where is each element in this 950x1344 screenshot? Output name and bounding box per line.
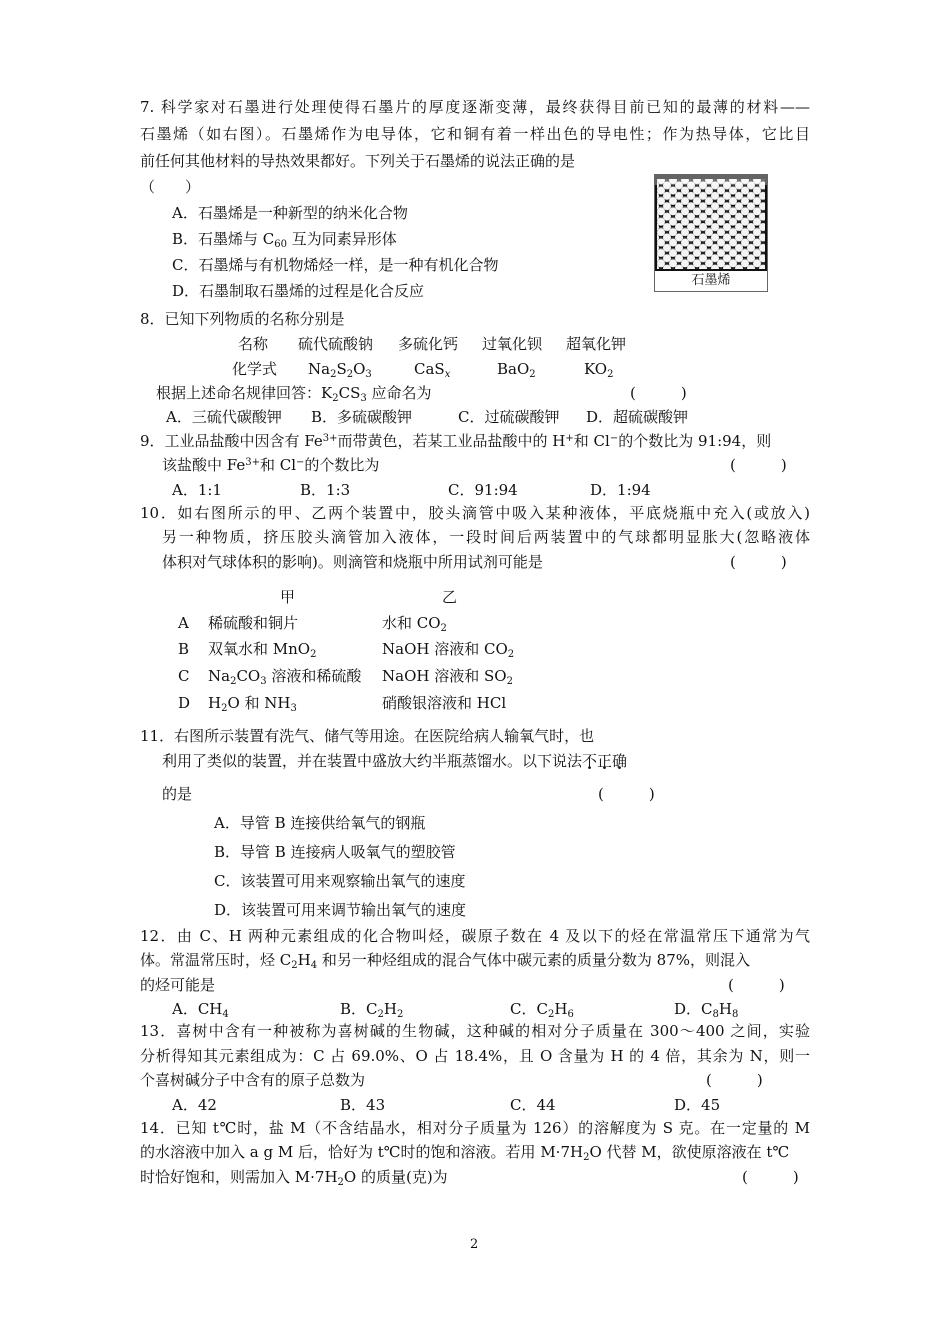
q8-option-b: B．多硫碳酸钾 bbox=[311, 408, 413, 426]
q8-option-a: A．三硫代碳酸钾 bbox=[166, 408, 282, 426]
q7-option-c: C．石墨烯与有机物烯烃一样，是一种有机化合物 bbox=[172, 256, 499, 274]
q13-line2: 分析得知其元素组成为：C 占 69.0%、O 占 18.4%，且 O 含量为 H 的 4 倍，其余为 N，则一 bbox=[140, 1047, 810, 1065]
q9-option-c: C．91:94 bbox=[448, 481, 518, 499]
q10-row-b-label: B bbox=[178, 640, 190, 658]
q7-option-a: A．石墨烯是一种新型的纳米化合物 bbox=[172, 204, 408, 222]
q7-line3: 前任何其他材料的导热效果都好。下列关于石墨烯的说法正确的是 bbox=[140, 152, 576, 170]
q8-name-1: 硫代硫酸钠 bbox=[298, 335, 374, 353]
page-number: 2 bbox=[470, 1237, 479, 1252]
q10-line2: 另一种物质，挤压胶头滴管加入液体，一段时间后两装置中的气球都明显胀大(忽略液体 bbox=[162, 528, 810, 546]
q13-line3: 个喜树碱分子中含有的原子总数为 bbox=[140, 1071, 366, 1089]
q11-option-d: D．该装置可用来调节输出氧气的速度 bbox=[214, 901, 467, 919]
q10-col-yi: 乙 bbox=[442, 588, 458, 606]
q10-row-d-label: D bbox=[178, 694, 191, 712]
q10-row-b-yi: NaOH 溶液和 $CO_2$ bbox=[382, 640, 515, 660]
q11-option-c: C．该装置可用来观察输出氧气的速度 bbox=[214, 872, 466, 890]
q10-row-a-label: A bbox=[178, 614, 189, 632]
q7-option-d: D．石墨制取石墨烯的过程是化合反应 bbox=[172, 282, 425, 300]
q11-answer-paren: ( ) bbox=[598, 785, 655, 803]
q13-option-c: C．44 bbox=[510, 1096, 556, 1114]
q13-answer-paren: ( ) bbox=[706, 1071, 763, 1089]
q8-name-4: 超氧化钾 bbox=[566, 335, 627, 353]
q8-option-c: C．过硫碳酸钾 bbox=[458, 408, 560, 426]
q13-line1: 13．喜树中含有一种被称为喜树碱的生物碱，这种碱的相对分子质量在 300～400 之间，实验 bbox=[140, 1022, 810, 1040]
q10-row-d-jia: $H_2O$ 和 $NH_3$ bbox=[208, 694, 297, 714]
q10-row-b-jia: 双氧水和 MnO$_2$ bbox=[208, 640, 317, 660]
q14-answer-paren: ( ) bbox=[742, 1168, 799, 1186]
q13-option-d: D．45 bbox=[674, 1096, 721, 1114]
q8-answer-prompt: 根据上述命名规律回答：$K_2CS_3$ 应命名为 bbox=[156, 384, 432, 404]
q10-row-a-jia: 稀硫酸和铜片 bbox=[208, 614, 299, 632]
q13-option-a: A．42 bbox=[172, 1096, 217, 1114]
q12-option-c: C．$C_2H_6$ bbox=[510, 1000, 574, 1020]
q12-option-d: D．$C_8H_8$ bbox=[674, 1000, 739, 1020]
q11-line1: 11．右图所示装置有洗气、储气等用途。在医院给病人输氧气时，也 bbox=[140, 727, 595, 745]
q10-line3: 体积对气球体积的影响)。则滴管和烧瓶中所用试剂可能是 bbox=[162, 553, 543, 571]
q12-line1: 12．由 C、H 两种元素组成的化合物叫烃，碳原子数在 4 及以下的烃在常温常压下通常为气 bbox=[140, 927, 810, 945]
q9-answer-paren: ( ) bbox=[730, 456, 787, 474]
q11-line2: 利用了类似的装置，并在装置中盛放大约半瓶蒸馏水。以下说法不正确 bbox=[162, 752, 628, 770]
q8-stem: 8．已知下列物质的名称分别是 bbox=[140, 310, 345, 328]
q8-option-d: D．超硫碳酸钾 bbox=[586, 408, 689, 426]
q8-formula-label: 化学式 bbox=[232, 360, 278, 378]
graphene-figure bbox=[654, 174, 768, 292]
q9-option-d: D．1:94 bbox=[590, 481, 651, 499]
q14-line1: 14．已知 t℃时，盐 M（不含结晶水，相对分子质量为 126）的溶解度为 S 克。在一定量的 M bbox=[140, 1119, 810, 1137]
q8-formula-3: BaO$_2$ bbox=[497, 360, 536, 380]
q9-option-a: A．1:1 bbox=[172, 481, 222, 499]
q12-option-a: A．$CH_4$ bbox=[172, 1000, 229, 1020]
q12-answer-paren: ( ) bbox=[728, 976, 785, 994]
q10-row-c-yi: NaOH 溶液和 $SO_2$ bbox=[382, 667, 513, 687]
q13-option-b: B．43 bbox=[340, 1096, 386, 1114]
q12-line3: 的烃可能是 bbox=[140, 976, 216, 994]
q11-option-b: B．导管 B 连接病人吸氧气的塑胶管 bbox=[214, 843, 456, 861]
q8-formula-1: $Na_2S_2O_3$ bbox=[308, 360, 372, 380]
q7-answer-paren: （ ） bbox=[140, 178, 201, 196]
q10-answer-paren: ( ) bbox=[730, 553, 787, 571]
q11-line3: 的是 bbox=[162, 785, 193, 803]
q8-name-3: 过氧化钡 bbox=[482, 335, 543, 353]
q10-row-c-jia: $Na_2CO_3$ 溶液和稀硫酸 bbox=[208, 667, 362, 687]
q10-row-c-label: C bbox=[178, 667, 190, 685]
q14-line2: 的水溶液中加入 a g M 后，恰好为 t℃时的饱和溶液。若用 $M\cdot 7H_2O$ 代替 M，欲使原溶液在 t℃ bbox=[140, 1143, 790, 1163]
q8-answer-paren: ( ) bbox=[630, 384, 687, 402]
q7-line1: 7. 科学家对石墨进行处理使得石墨片的厚度逐渐变薄，最终获得目前已知的最薄的材料—— bbox=[140, 98, 810, 116]
q9-option-b: B．1:3 bbox=[300, 481, 351, 499]
q10-line1: 10．如右图所示的甲、乙两个装置中，胶头滴管中吸入某种液体，平底烧瓶中充入(或放入) bbox=[140, 504, 810, 522]
q8-formula-4: $KO_2$ bbox=[584, 360, 614, 380]
graphene-caption: 石墨烯 bbox=[691, 273, 731, 288]
q8-name-label: 名称 bbox=[238, 335, 269, 353]
q9-line2: 该盐酸中 $Fe^{3+}$和 Cl−的个数比为 bbox=[162, 456, 380, 474]
q12-option-b: B．$C_2H_2$ bbox=[340, 1000, 404, 1020]
q10-row-a-yi: 水和 $CO_2$ bbox=[382, 614, 447, 634]
q10-col-jia: 甲 bbox=[280, 588, 296, 606]
graphene-lattice-image bbox=[655, 175, 767, 271]
q8-formula-2: CaS$_x$ bbox=[414, 360, 451, 380]
q12-line2: 体。常温常压时，烃 $C_2H_4$ 和另一种烃组成的混合气体中碳元素的质量分数为 87%，则混入 bbox=[140, 951, 750, 971]
q9-line1: 9．工业品盐酸中因含有 $Fe^{3+}$而带黄色，若某工业品盐酸中的 H+和 Cl−的个数比为 91:94，则 bbox=[140, 432, 772, 450]
q7-option-b: B．石墨烯与 $C_{60}$ 互为同素异形体 bbox=[172, 230, 397, 250]
q14-line3: 时恰好饱和，则需加入 $M\cdot 7H_2O$ 的质量(克)为 bbox=[140, 1168, 448, 1188]
q10-row-d-yi: 硝酸银溶液和 HCl bbox=[382, 694, 507, 712]
q8-name-2: 多硫化钙 bbox=[398, 335, 459, 353]
q11-option-a: A．导管 B 连接供给氧气的钢瓶 bbox=[214, 814, 426, 832]
q7-line2: 石墨烯（如右图）。石墨烯作为电导体，它和铜有着一样出色的导电性；作为热导体，它比目 bbox=[140, 125, 810, 143]
